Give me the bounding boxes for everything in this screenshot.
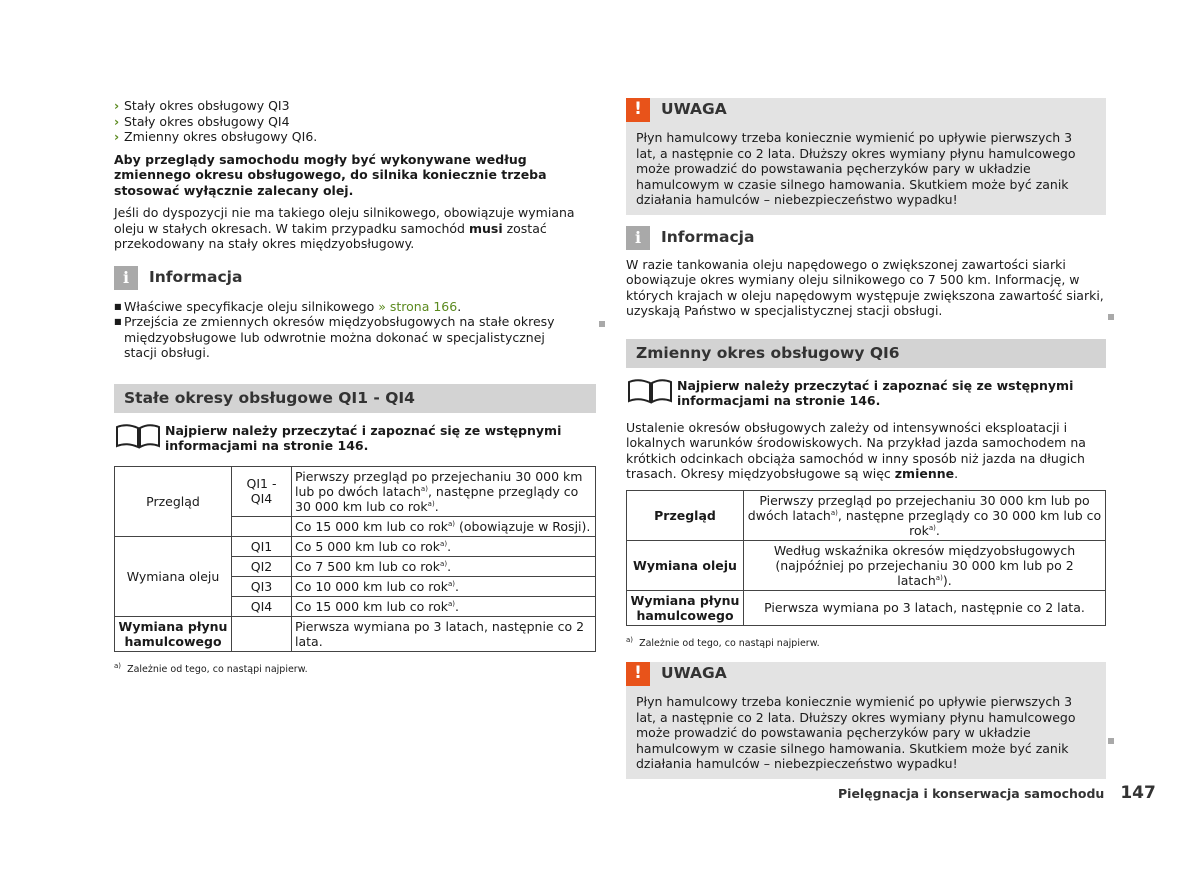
warning-box [626, 662, 1106, 779]
warning-icon: ! [626, 662, 650, 686]
oil-requirement-paragraph: Aby przeglądy samochodu mogły być wykonywane według zmiennego okresu obsługowego, do silnika koniecznie trzeba stosować wyłącznie zalecany olej. [114, 151, 547, 198]
warning-header [626, 98, 1106, 122]
warning-text: Płyn hamulcowy trzeba koniecznie wymienić po upływie pierwszych 3 lat, a następnie co 2 lata. Dłuższy okres wymiany płynu hamulcowego może prowadzić do powstawania pęcherzyków pary w układzie hamulcowym w czasie silnego hamowania. Skutkiem może być zanik działania hamulców – niebezpieczeństwo wypadku! [636, 130, 1076, 207]
table-row: Wymiana płynu hamulcowego Pierwsza wymiana po 3 latach, następnie co 2 lata. [627, 590, 1106, 625]
table-row: QI3 Co 10 000 km lub co rok$^{a)}$. [115, 576, 596, 596]
table-row: Co 15 000 km lub co rok$^{a)}$ (obowiązuje w Rosji). [115, 516, 596, 536]
info-title: Informacja [661, 227, 755, 246]
info-icon: i [114, 266, 138, 290]
bullet-list [114, 98, 596, 145]
info-title: Informacja [149, 267, 243, 286]
warning-title: UWAGA [661, 664, 727, 683]
warning-box [626, 98, 1106, 215]
table-row: Wymiana oleju QI1 Co 5 000 km lub co rok$^{a)}$. [115, 536, 596, 556]
page-number: 147 [1120, 783, 1156, 803]
info-icon: i [626, 226, 650, 250]
variable-service-table [626, 490, 1106, 626]
right-column [626, 98, 1106, 779]
warning-header [626, 662, 1106, 686]
read-first-note: Najpierw należy przeczytać i zapoznać się ze wstępnymi informacjami na stronie 146. [626, 378, 1106, 409]
list-item: › Stały okres obsługowy QI3 [114, 98, 290, 113]
table-row: QI2 Co 7 500 km lub co rok$^{a)}$. [115, 556, 596, 576]
book-icon [626, 378, 676, 404]
service-table [114, 466, 596, 652]
info-list [114, 299, 596, 361]
info-header [114, 266, 596, 290]
end-marker [599, 315, 605, 331]
left-column [114, 98, 596, 677]
table-row: QI4 Co 15 000 km lub co rok$^{a)}$. [115, 596, 596, 616]
warning-title: UWAGA [661, 100, 727, 119]
page-footer [838, 783, 1156, 803]
warning-text: Płyn hamulcowy trzeba koniecznie wymienić po upływie pierwszych 3 lat, a następnie co 2 lata. Dłuższy okres wymiany płynu hamulcowego może prowadzić do powstawania pęcherzyków pary w układzie hamulcowym w czasie silnego hamowania. Skutkiem może być zanik działania hamulców – niebezpieczeństwo wypadku! [636, 694, 1076, 771]
section-title: Stałe okresy obsługowe QI1 - QI4 [114, 384, 596, 413]
info-text: W razie tankowania oleju napędowego o zwiększonej zawartości siarki obowiązuje okres wymiany oleju silnikowego co 7 500 km. Informację, w których krajach w oleju napędowym występuje zwiększona zawartość siarki, uzyskają Państwo w specjalistycznej stacji obsługi. [626, 256, 1104, 318]
fixed-interval-paragraph: Jeśli do dyspozycji nie ma takiego oleju silnikowego, obowiązuje wymiana oleju w stałych okresach. W takim przypadku samochód musi zostać przekodowany na stały okres międzyobsługowy. [114, 205, 575, 251]
variable-interval-paragraph: Ustalenie okresów obsługowych zależy od intensywności eksploatacji i lokalnych warunków środowiskowych. Na przykład jazda samochodem na krótkich odcinkach obciąża samochód w inny sposób niż jazda na długich trasach. Okresy międzyobsługowe są więc zmienne. [626, 419, 1086, 481]
warning-icon: ! [626, 98, 650, 122]
page-link[interactable]: » strona 166 [378, 298, 458, 314]
table-row: Przegląd QI1 - QI4 Pierwszy przegląd po przejechaniu 30 000 km lub po dwóch latach$^{a)}$, następne przeglądy co 30 000 km lub co rok$^{a)}$. [115, 466, 596, 516]
arrow-icon: › [114, 113, 120, 129]
list-item: ■ Przejścia ze zmiennych okresów międzyobsługowych na stałe okresy międzyobsługowe lub odwrotnie można dokonać w specjalistycznej stacji obsługi. [114, 314, 555, 360]
square-bullet-icon: ■ [114, 317, 122, 326]
table-row: Przegląd Pierwszy przegląd po przejechaniu 30 000 km lub po dwóch latach$^{a)}$, następne przeglądy co 30 000 km lub co rok$^{a)}$. [627, 490, 1106, 540]
arrow-icon: › [114, 98, 120, 113]
chapter-title: Pielęgnacja i konserwacja samochodu [838, 786, 1105, 801]
end-marker [1108, 732, 1114, 748]
list-item: › Zmienny okres obsługowy QI6. [114, 129, 318, 144]
read-first-note: Najpierw należy przeczytać i zapoznać się ze wstępnymi informacjami na stronie 146. [114, 423, 596, 454]
square-bullet-icon: ■ [114, 301, 122, 311]
list-item: › Stały okres obsługowy QI4 [114, 113, 290, 129]
book-icon [114, 423, 164, 449]
end-marker [1108, 308, 1114, 324]
table-row: Wymiana płynu hamulcowego Pierwsza wymiana po 3 latach, następnie co 2 lata. [115, 616, 596, 651]
footnote: $^{a)}$ Zależnie od tego, co nastąpi najpierw. [114, 661, 308, 675]
footnote: $^{a)}$ Zależnie od tego, co nastąpi najpierw. [626, 635, 820, 649]
table-row: Wymiana oleju Według wskaźnika okresów międzyobsługowych (najpóźniej po przejechaniu 30 000 km lub po 2 latach$^{a)}$). [627, 540, 1106, 590]
info-header [626, 226, 1106, 250]
section-title: Zmienny okres obsługowy QI6 [626, 339, 1106, 368]
arrow-icon: › [114, 129, 120, 144]
list-item: ■ Właściwe specyfikacje oleju silnikowego » strona 166. [114, 298, 462, 314]
